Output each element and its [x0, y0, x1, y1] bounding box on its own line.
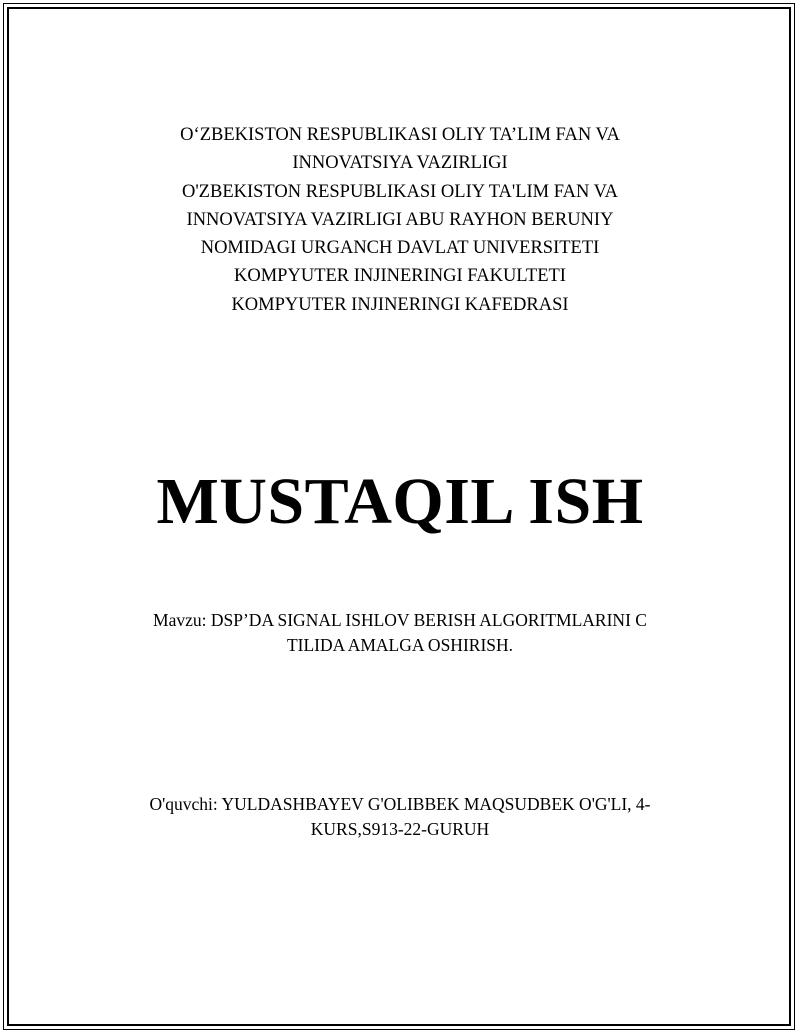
student-paragraph — [80, 792, 720, 842]
document-title: MUSTAQIL ISH — [156, 465, 644, 538]
topic-line: TILIDA AMALGA OSHIRISH. — [286, 635, 514, 655]
header-line: O‘ZBEKISTON RESPUBLIKASI OLIY TA’LIM FAN VA — [180, 125, 620, 145]
header-line: NOMIDAGI URGANCH DAVLAT UNIVERSITETI — [200, 238, 600, 259]
header-line: INNOVATSIYA VAZIRLIGI — [292, 153, 508, 174]
topic-paragraph — [80, 608, 720, 658]
header-line: INNOVATSIYA VAZIRLIGI ABU RAYHON BERUNIY — [186, 209, 614, 230]
topic-line: Mavzu: DSP’DA SIGNAL ISHLOV BERISH ALGORITMLARINI C — [153, 610, 647, 630]
student-line: O'quvchi: YULDASHBAYEV G'OLIBBEK MAQSUDBEK O'G'LI, 4- — [149, 794, 651, 814]
header-line: KOMPYUTER INJINERINGI KAFEDRASI — [231, 294, 569, 315]
header-line: O'ZBEKISTON RESPUBLIKASI OLIY TA'LIM FAN VA — [181, 181, 619, 202]
student-line: KURS,S913-22-GURUH — [310, 819, 490, 839]
header-line: KOMPYUTER INJINERINGI FAKULTETI — [234, 266, 566, 287]
ministry-university-header — [100, 121, 700, 319]
